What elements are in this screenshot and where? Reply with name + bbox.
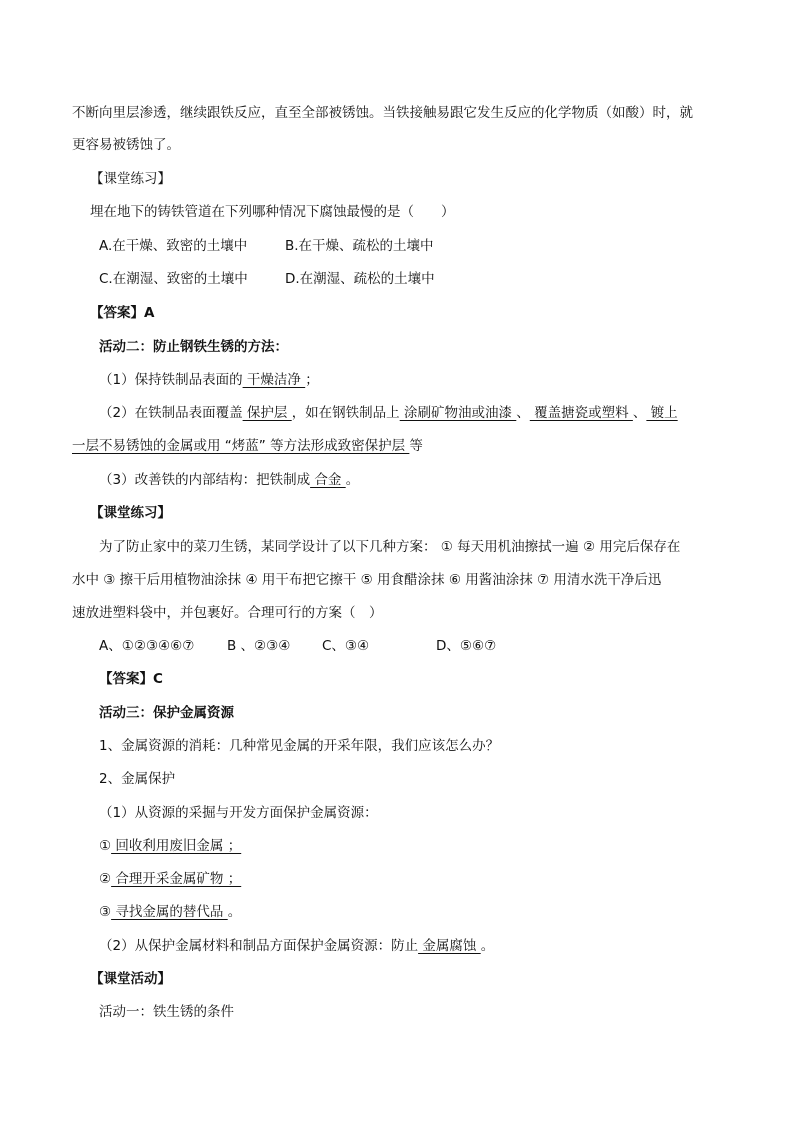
class-activity-item: 活动一：铁生锈的条件 — [99, 1004, 234, 1020]
activity-3-p4: （2）从保护金属材料和制品方面保护金属资源：防止 金属腐蚀 。 — [99, 938, 495, 954]
blank-answer: 保护层 — [242, 405, 292, 421]
blank-answer: 寻找金属的替代品 — [111, 904, 228, 920]
activity-2-item-2: （2）在铁制品表面覆盖 保护层 ，如在钢铁制品上 涂刷矿物油或油漆 、 覆盖搪瓷或塑料 、 镀上 — [99, 405, 678, 421]
blank-answer: 合金 — [310, 472, 346, 488]
activity-3-p1: 1、金属资源的消耗：几种常见金属的开采年限，我们应该怎么办？ — [99, 738, 500, 754]
practice-heading-1: 【课堂练习】 — [90, 171, 171, 187]
class-activity-heading: 【课堂活动】 — [90, 971, 171, 987]
blank-answer: 金属腐蚀 — [418, 938, 481, 954]
option-a: A、①②③④⑥⑦ — [99, 638, 195, 654]
practice-question-2-line-2: 水中 ③ 擦干后用植物油涂抹 ④ 用干布把它擦干 ⑤ 用食醋涂抹 ⑥ 用酱油涂抹 ⑦ 用清水洗干净后迅 — [72, 572, 662, 588]
blank-answer: 干燥洁净 — [242, 372, 306, 388]
activity-3-title: 活动三：保护金属资源 — [99, 705, 234, 721]
practice-question-2-line-1: 为了防止家中的菜刀生锈，某同学设计了以下几种方案： ① 每天用机油擦拭一遍 ② 用完后保存在 — [99, 539, 681, 555]
practice-options-row-2 — [99, 269, 435, 289]
answer-value: A — [144, 305, 155, 321]
blank-answer: 涂刷矿物油或油漆 — [399, 405, 517, 421]
activity-2-item-3: （3）改善铁的内部结构：把铁制成 合金 。 — [99, 472, 360, 488]
practice-options-row-1 — [99, 236, 434, 256]
activity-2-item-1: （1）保持铁制品表面的 干燥洁净 ； — [99, 372, 319, 388]
blank-answer: 镀上 — [646, 405, 678, 421]
option-a: A.在干燥、致密的土壤中 — [99, 238, 248, 254]
answer-label: 【答案】 — [90, 305, 144, 321]
blank-answer: 覆盖搪瓷或塑料 — [529, 405, 633, 421]
answer-2 — [99, 669, 163, 689]
answer-1 — [90, 303, 154, 323]
option-c: C、③④ — [322, 638, 370, 654]
answer-label: 【答案】 — [99, 671, 153, 687]
activity-3-c3: ③ 寻找金属的替代品 。 — [99, 904, 242, 920]
activity-3-c2: ② 合理开采金属矿物 ； — [99, 871, 242, 887]
activity-3-p2: 2、金属保护 — [99, 771, 176, 787]
blank-answer: 回收利用废旧金属 ； — [111, 838, 242, 854]
practice-options-row-3 — [99, 636, 496, 656]
option-d: D.在潮湿、疏松的土壤中 — [285, 271, 435, 287]
intro-line-2: 更容易被锈蚀了。 — [72, 137, 180, 153]
blank-answer: 一层不易锈蚀的金属或用 “烤蓝” 等方法形成致密保护层 — [72, 438, 410, 454]
practice-question-2-line-3: 速放进塑料袋中，并包裹好。合理可行的方案（ ） — [72, 605, 383, 621]
option-c: C.在潮湿、致密的土壤中 — [99, 271, 248, 287]
practice-question-1: 埋在地下的铸铁管道在下列哪种情况下腐蚀最慢的是（ ） — [90, 204, 455, 220]
activity-3-p3: （1）从资源的采掘与开发方面保护金属资源： — [99, 805, 378, 821]
practice-heading-2: 【课堂练习】 — [90, 505, 171, 521]
option-d: D、⑤⑥⑦ — [436, 638, 497, 654]
activity-2-item-2-cont: 一层不易锈蚀的金属或用 “烤蓝” 等方法形成致密保护层 等 — [72, 438, 423, 454]
blank-answer: 合理开采金属矿物 ； — [111, 871, 242, 887]
option-b: B.在干燥、疏松的土壤中 — [285, 238, 434, 254]
answer-value: C — [153, 671, 163, 687]
activity-2-title: 活动二：防止钢铁生锈的方法： — [99, 339, 288, 355]
activity-3-c1: ① 回收利用废旧金属 ； — [99, 838, 242, 854]
intro-line-1: 不断向里层渗透，继续跟铁反应，直至全部被锈蚀。当铁接触易跟它发生反应的化学物质（如酸）时，就 — [72, 105, 693, 121]
option-b: B 、②③④ — [227, 638, 291, 654]
